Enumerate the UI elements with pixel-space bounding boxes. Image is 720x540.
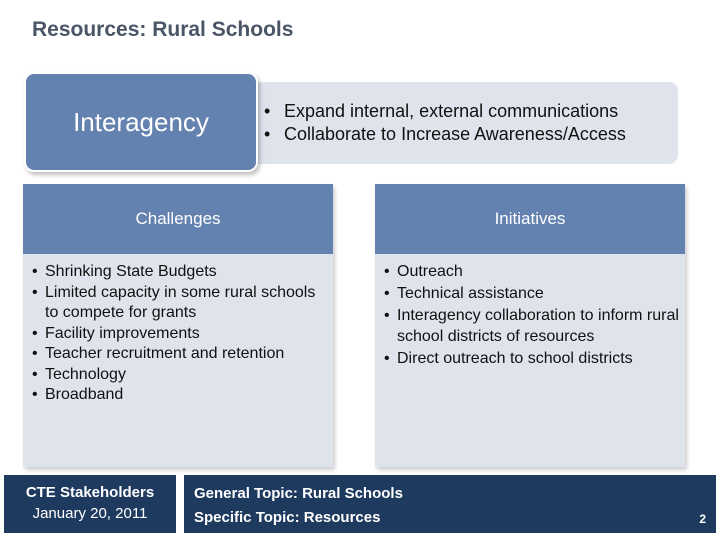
challenge-item: • Technology <box>32 365 327 386</box>
initiative-item: • Technical assistance <box>384 284 679 305</box>
challenge-item: • Shrinking State Budgets <box>32 262 327 283</box>
challenge-item: • Limited capacity in some rural schools to compete for grants <box>32 283 327 324</box>
initiatives-list <box>375 254 685 369</box>
page-number: 2 <box>699 512 706 526</box>
interagency-box <box>24 72 258 172</box>
footer-org: CTE Stakeholders <box>25 484 155 501</box>
initiative-item: • Outreach <box>384 262 679 283</box>
initiative-item: • Interagency collaboration to inform rural school districts of resources <box>384 306 679 347</box>
initiatives-heading: Initiatives <box>375 184 685 254</box>
footer-specific-topic: Specific Topic: Resources <box>194 509 381 526</box>
challenge-item: • Teacher recruitment and retention <box>32 344 327 365</box>
challenges-panel <box>23 184 333 467</box>
challenge-item: • Facility improvements <box>32 324 327 345</box>
footer-general-topic: General Topic: Rural Schools <box>194 485 403 502</box>
interagency-bullets <box>264 100 626 146</box>
challenges-heading: Challenges <box>23 184 333 254</box>
interagency-bullet: • Expand internal, external communications <box>264 100 626 123</box>
slide-title: Resources: Rural Schools <box>32 18 294 41</box>
initiative-item: • Direct outreach to school districts <box>384 349 679 370</box>
interagency-bullet: • Collaborate to Increase Awareness/Access <box>264 123 626 146</box>
interagency-label: Interagency <box>73 106 209 137</box>
footer-date: January 20, 2011 <box>32 505 148 522</box>
initiatives-panel <box>375 184 685 467</box>
challenges-list <box>23 254 333 406</box>
footer-org-box <box>4 475 176 533</box>
footer-topic-box <box>184 475 716 533</box>
challenge-item: • Broadband <box>32 385 327 406</box>
